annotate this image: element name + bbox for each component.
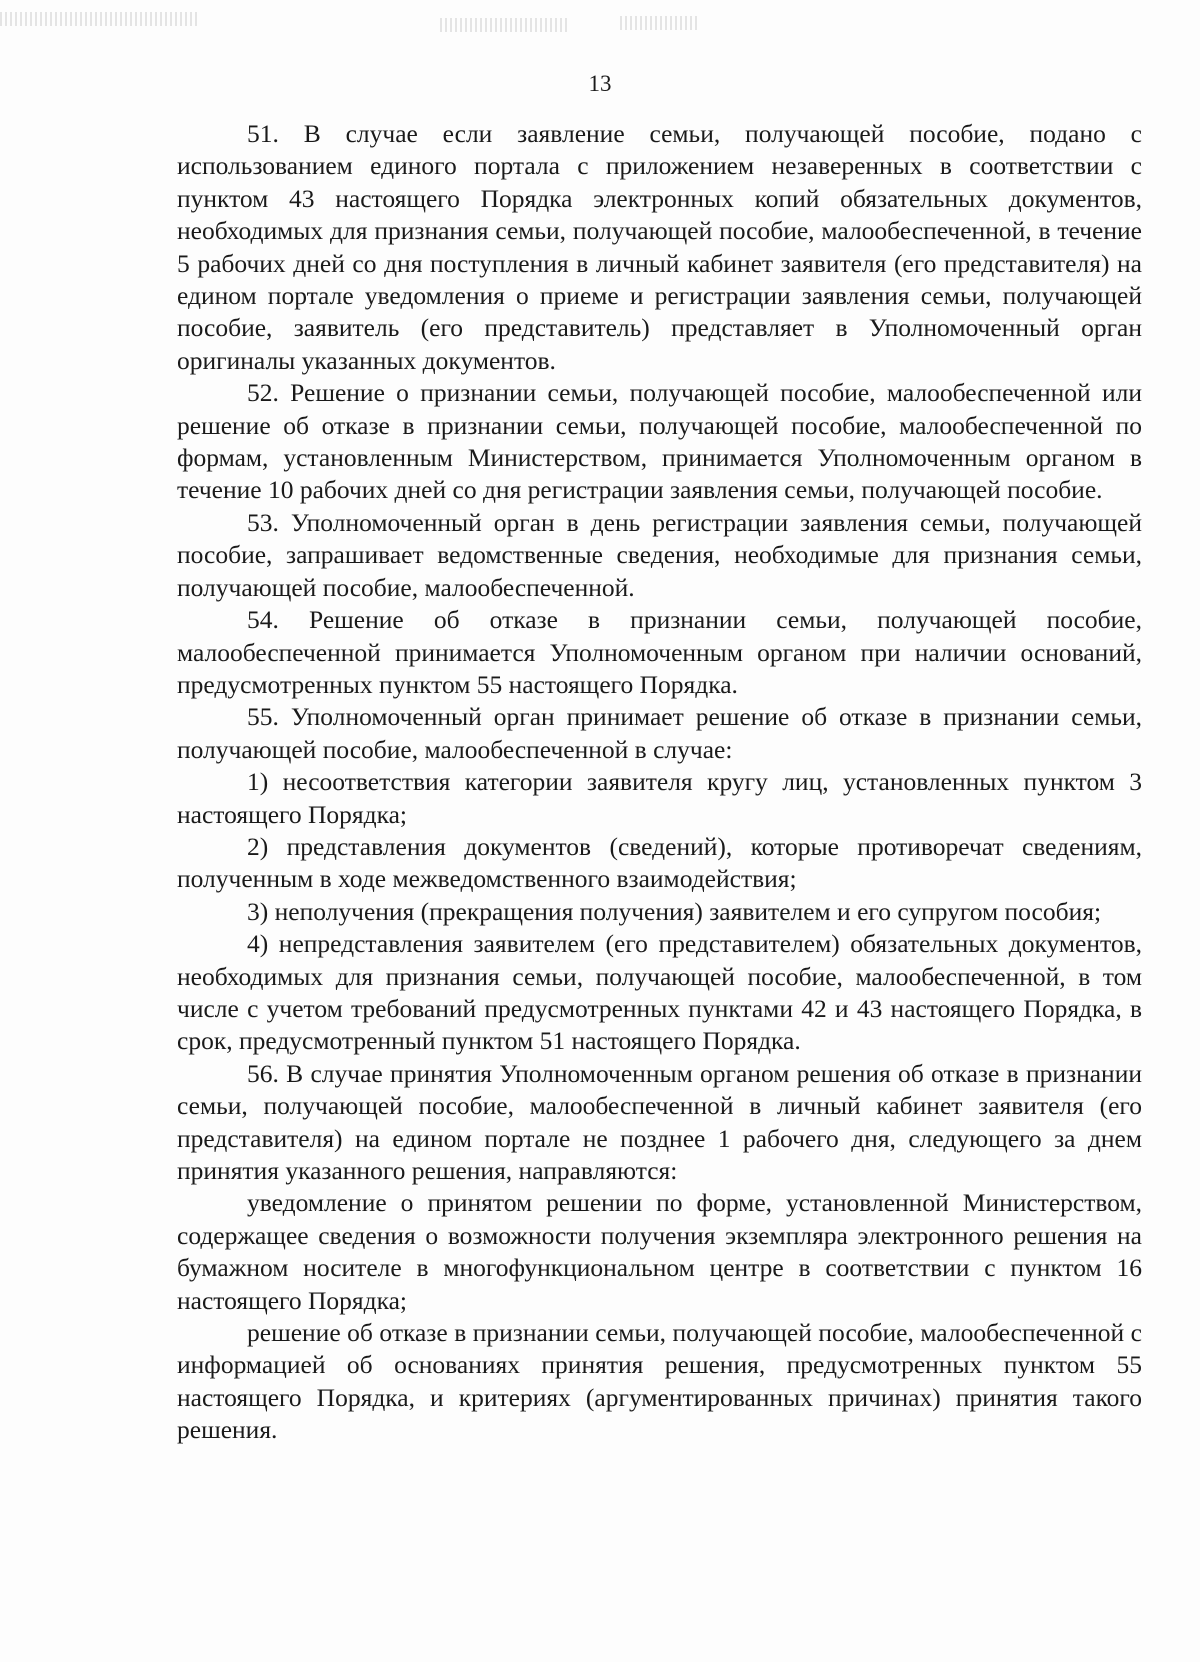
paragraph-55-item-2: 2) представления документов (сведений), которые противоречат сведениям, полученным в ходе межведомственного взаимодействия; [177, 831, 1142, 894]
paragraph-54: 54. Решение об отказе в признании семьи, получающей пособие, малообеспеченной принимается Уполномоченным органом при наличии оснований, предусмотренных пунктом 55 настоящего Порядка. [177, 605, 1142, 699]
paragraph-56-notification: уведомление о принятом решении по форме, установленной Министерством, содержащее сведения о возможности получения экземпляра электронного решения на бумажном носителе в многофункциональном центре в соответствии с пунктом 16 настоящего Порядка; [177, 1188, 1142, 1315]
paragraph-53: 53. Уполномоченный орган в день регистрации заявления семьи, получающей пособие, запрашивает ведомственные сведения, необходимые для признания семьи, получающей пособие, малообеспеченной. [177, 507, 1142, 602]
document-body [177, 118, 1142, 1447]
paragraph-56: 56. В случае принятия Уполномоченным органом решения об отказе в признании семьи, получающей пособие, малообеспеченной в личный кабинет заявителя (его представителя) на едином портале не позднее 1 рабочего дня, следующего за днем принятия указанного решения, направляются: [177, 1058, 1142, 1185]
page-number-text: 13 [588, 71, 612, 96]
paragraph-56-decision: решение об отказе в признании семьи, получающей пособие, малообеспеченной с информацией об основаниях принятия решения, предусмотренных пунктом 55 настоящего Порядка, и критериях (аргументированных причинах) принятия такого решения. [177, 1318, 1142, 1445]
paragraph-55-item-4: 4) непредставления заявителем (его представителем) обязательных документов, необходимых для признания семьи, получающей пособие, малообеспеченной, в том числе с учетом требований предусмотренных пунктами 42 и 43 настоящего Порядка, в срок, предусмотренный пунктом 51 настоящего Порядка. [177, 929, 1142, 1056]
paragraph-55: 55. Уполномоченный орган принимает решение об отказе в признании семьи, получающей пособие, малообеспеченной в случае: [177, 702, 1142, 764]
paragraph-51: 51. В случае если заявление семьи, получающей пособие, подано с использованием единого портала с приложением незаверенных в соответствии с пунктом 43 настоящего Порядка электронных копий обязательных документов, необходимых для признания семьи, получающей пособие, малообеспеченной, в течение 5 рабочих дней со дня поступления в личный кабинет заявителя (его представителя) на едином портале уведомления о приеме и регистрации заявления семьи, получающей пособие, заявитель (его представитель) представляет в Уполномоченный орган оригиналы указанных документов. [177, 119, 1142, 375]
scan-noise [620, 16, 700, 30]
paragraph-52: 52. Решение о признании семьи, получающей пособие, малообеспеченной или решение об отказе в признании семьи, получающей пособие, малообеспеченной по формам, установленным Министерством, принимается Уполномоченным органом в течение 10 рабочих дней со дня регистрации заявления семьи, получающей пособие. [177, 378, 1142, 505]
scan-noise [440, 18, 570, 32]
paragraph-55-item-3: 3) неполучения (прекращения получения) заявителем и его супругом пособия; [247, 896, 1102, 926]
paragraph-55-item-1: 1) несоответствия категории заявителя кругу лиц, установленных пунктом 3 настоящего Порядка; [177, 767, 1142, 829]
scan-noise [0, 12, 200, 26]
page-number [0, 72, 1200, 95]
